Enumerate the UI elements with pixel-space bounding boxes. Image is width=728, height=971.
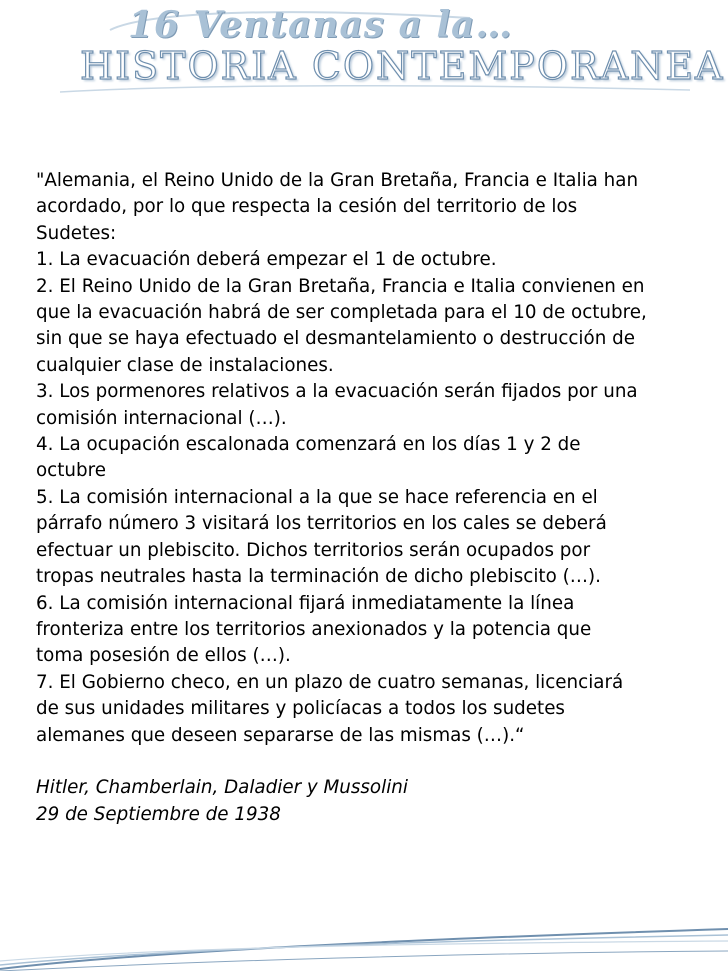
text-line: 4. La ocupación escalonada comenzará en los días 1 y 2 de	[36, 434, 581, 456]
signatories: Hitler, Chamberlain, Daladier y Mussolini	[36, 777, 408, 799]
text-line: que la evacuación habrá de ser completada para el 10 de octubre,	[36, 302, 647, 324]
text-line: 6. La comisión internacional fijará inmediatamente la línea	[36, 592, 575, 614]
text-line: comisión internacional (…).	[36, 407, 287, 429]
text-line: octubre	[36, 460, 106, 482]
document-date: 29 de Septiembre de 1938	[36, 803, 281, 825]
text-line: toma posesión de ellos (…).	[36, 645, 291, 667]
footer-swirl-decoration	[0, 911, 728, 971]
text-line: "Alemania, el Reino Unido de la Gran Bretaña, Francia e Italia han	[36, 170, 639, 191]
text-line: tropas neutrales hasta la terminación de dicho plebiscito (…).	[36, 566, 601, 588]
text-line: fronteriza entre los territorios anexionados y la potencia que	[36, 618, 592, 640]
text-line: acordado, por lo que respecta la cesión del territorio de los	[36, 196, 578, 218]
text-line: párrafo número 3 visitará los territorios en los cales se deberá	[36, 513, 607, 535]
header-banner	[0, 0, 728, 100]
text-line: de sus unidades militares y policíacas a todos los sudetes	[36, 698, 565, 720]
header-title: HISTORIA CONTEMPORANEA	[80, 44, 725, 88]
treaty-text	[36, 168, 716, 828]
text-line: 7. El Gobierno checo, en un plazo de cuatro semanas, licenciará	[36, 671, 624, 693]
header-subtitle: 16 Ventanas a la…	[128, 4, 513, 46]
paragraph-gap	[36, 749, 716, 775]
text-line: 3. Los pormenores relativos a la evacuación serán fijados por una	[36, 381, 638, 403]
text-line: Sudetes:	[36, 222, 117, 244]
text-line: 2. El Reino Unido de la Gran Bretaña, Francia e Italia convienen en	[36, 275, 645, 297]
text-line: efectuar un plebiscito. Dichos territorios serán ocupados por	[36, 539, 591, 561]
text-line: 5. La comisión internacional a la que se hace referencia en el	[36, 486, 598, 508]
text-line: cualquier clase de instalaciones.	[36, 354, 334, 376]
text-line: sin que se haya efectuado el desmantelamiento o destrucción de	[36, 328, 635, 350]
text-line: alemanes que deseen separarse de las mismas (…).“	[36, 724, 525, 746]
text-line: 1. La evacuación deberá empezar el 1 de octubre.	[36, 249, 497, 271]
